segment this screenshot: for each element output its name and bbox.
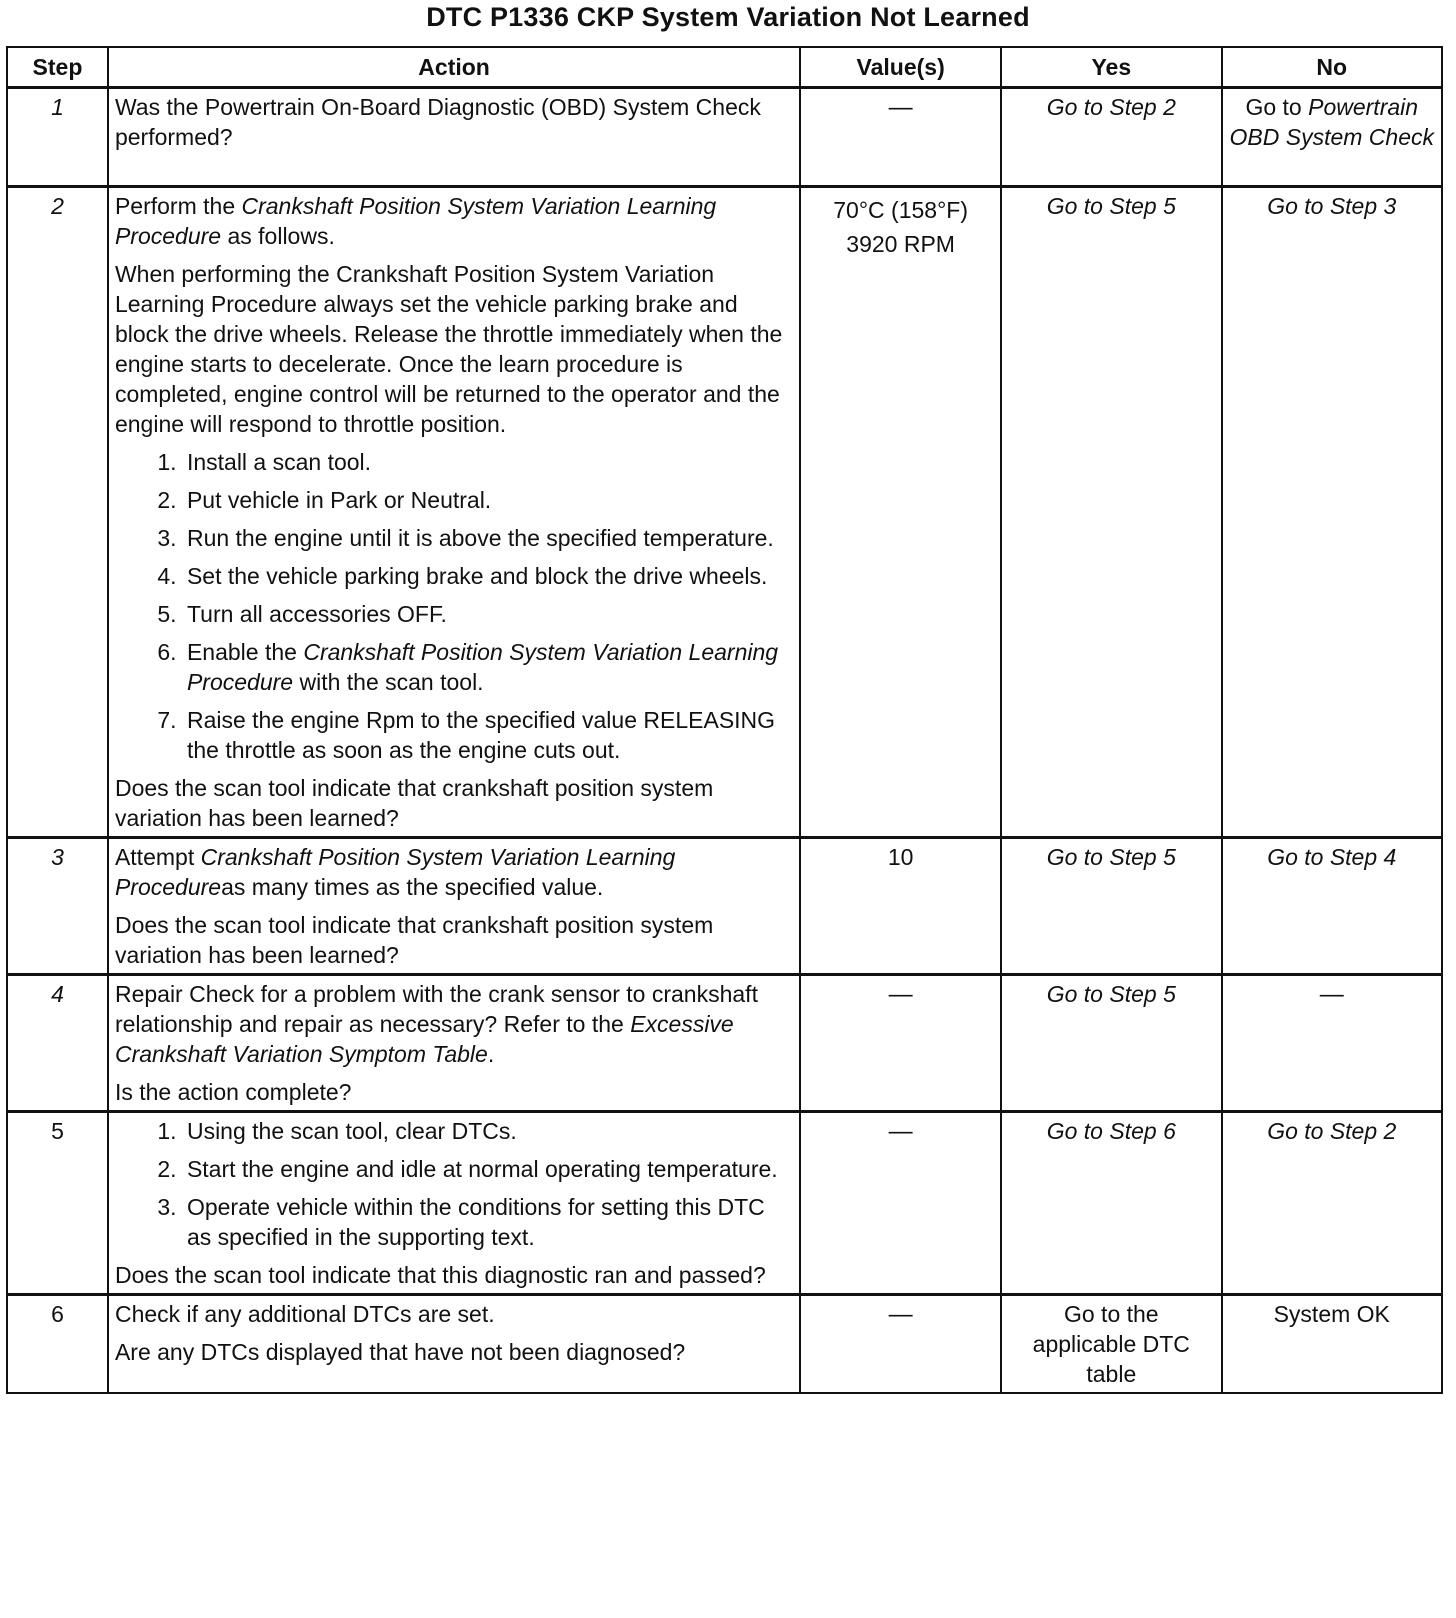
page-title: DTC P1336 CKP System Variation Not Learned [426, 2, 1030, 32]
no-link-step-4[interactable]: Go to Step 4 [1222, 838, 1442, 975]
no-text: System OK [1273, 1301, 1390, 1327]
action-cell [108, 975, 800, 1112]
yes-link-step-5[interactable]: Go to Step 5 [1001, 975, 1221, 1112]
step-number: 4 [7, 975, 108, 1112]
value-cell [800, 838, 1001, 975]
list-item: 2. Put vehicle in Park or Neutral. [183, 485, 793, 515]
procedure-link[interactable]: Crankshaft Position System Variation Learning Procedure [114, 844, 676, 900]
step-number: 1 [7, 88, 108, 187]
action-intro: Repair Check for a problem with the crank sensor to crankshaft relationship and repair as necessary? Refer to the Excessive Crankshaft Variation Symptom Table. [114, 981, 758, 1067]
value-text: — [888, 94, 913, 121]
no-link-step-3[interactable]: Go to Step 3 [1222, 187, 1442, 838]
value-cell [800, 187, 1001, 838]
value-text: 10 [887, 844, 914, 870]
step-number: 2 [7, 187, 108, 838]
yes-link-step-5[interactable]: Go to Step 5 [1001, 838, 1221, 975]
procedure-link[interactable]: Crankshaft Position System Variation Learning Procedure [186, 639, 779, 695]
list-item: 1. Using the scan tool, clear DTCs. [183, 1116, 793, 1146]
no-link-obd-check[interactable] [1222, 88, 1442, 187]
table-row-step-3 [7, 838, 1442, 975]
yes-link-step-2[interactable]: Go to Step 2 [1001, 88, 1221, 187]
list-item: 3. Operate vehicle within the conditions for setting this DTC as specified in the supporting text. [183, 1192, 793, 1252]
action-cell [108, 187, 800, 838]
value-temperature: 70°C (158°F) [833, 197, 968, 223]
header-no: No [1222, 47, 1442, 88]
header-step: Step [7, 47, 108, 88]
step-number: 3 [7, 838, 108, 975]
table-row-step-6 [7, 1295, 1442, 1394]
symptom-table-link[interactable]: Excessive Crankshaft Variation Symptom Table [114, 1011, 734, 1067]
action-cell [108, 88, 800, 187]
action-question: Does the scan tool indicate that crankshaft position system variation has been learned? [114, 912, 714, 968]
value-cell [800, 1295, 1001, 1394]
procedure-steps [115, 1116, 793, 1252]
table-row-step-1 [7, 88, 1442, 187]
action-cell [108, 1295, 800, 1394]
value-cell [800, 88, 1001, 187]
value-text: — [888, 1118, 913, 1145]
header-values: Value(s) [800, 47, 1001, 88]
action-intro: Attempt Crankshaft Position System Variation Learning Procedureas many times as the specified value. [114, 844, 676, 900]
procedure-link[interactable]: Crankshaft Position System Variation Learning Procedure [114, 193, 717, 249]
no-text: — [1319, 981, 1344, 1008]
action-question: Does the scan tool indicate that this diagnostic ran and passed? [114, 1262, 766, 1288]
action-question: Is the action complete? [114, 1079, 352, 1105]
diagnostic-table [6, 46, 1443, 1394]
value-rpm: 3920 RPM [846, 231, 955, 257]
value-text: — [888, 1301, 913, 1328]
header-yes: Yes [1001, 47, 1221, 88]
list-item: 1. Install a scan tool. [183, 447, 793, 477]
list-item: 2. Start the engine and idle at normal operating temperature. [183, 1154, 793, 1184]
step-number: 5 [7, 1112, 108, 1295]
action-question: Are any DTCs displayed that have not been diagnosed? [114, 1339, 686, 1365]
table-header-row [7, 47, 1442, 88]
yes-link-step-6[interactable]: Go to Step 6 [1001, 1112, 1221, 1295]
list-item: 5. Turn all accessories OFF. [183, 599, 793, 629]
action-intro: Check if any additional DTCs are set. [114, 1301, 495, 1327]
list-item: 4. Set the vehicle parking brake and block the drive wheels. [183, 561, 793, 591]
value-text: — [888, 981, 913, 1008]
header-action: Action [108, 47, 800, 88]
action-note: When performing the Crankshaft Position System Variation Learning Procedure always set the vehicle parking brake and block the drive wheels. Release the throttle immediately when the engine starts to decelerate. Once the learn procedure is completed, engine control will be returned to the operator and the engine will respond to throttle position. [114, 261, 783, 437]
no-cell [1222, 1295, 1442, 1394]
action-cell [108, 838, 800, 975]
table-row-step-2 [7, 187, 1442, 838]
list-item: 6. Enable the Crankshaft Position System Variation Learning Procedure with the scan tool. [183, 637, 793, 697]
value-cell [800, 1112, 1001, 1295]
yes-link-step-5[interactable]: Go to Step 5 [1001, 187, 1221, 838]
no-cell [1222, 975, 1442, 1112]
table-row-step-5 [7, 1112, 1442, 1295]
action-question: Was the Powertrain On-Board Diagnostic (OBD) System Check performed? [114, 94, 761, 150]
action-intro: Perform the Crankshaft Position System Variation Learning Procedure as follows. [114, 193, 717, 249]
list-item: 7. Raise the engine Rpm to the specified value RELEASING the throttle as soon as the engine cuts out. [183, 705, 793, 765]
no-link-step-2[interactable]: Go to Step 2 [1222, 1112, 1442, 1295]
action-cell [108, 1112, 800, 1295]
action-question: Does the scan tool indicate that crankshaft position system variation has been learned? [114, 775, 714, 831]
table-row-step-4 [7, 975, 1442, 1112]
list-item: 3. Run the engine until it is above the specified temperature. [183, 523, 793, 553]
no-prefix: Go to [1245, 94, 1309, 120]
no-link-text[interactable]: Powertrain OBD System Check [1229, 94, 1434, 150]
step-number: 6 [7, 1295, 108, 1394]
value-cell [800, 975, 1001, 1112]
yes-link-dtc-table[interactable]: Go to the applicable DTC table [1001, 1295, 1221, 1394]
procedure-steps [115, 447, 793, 765]
